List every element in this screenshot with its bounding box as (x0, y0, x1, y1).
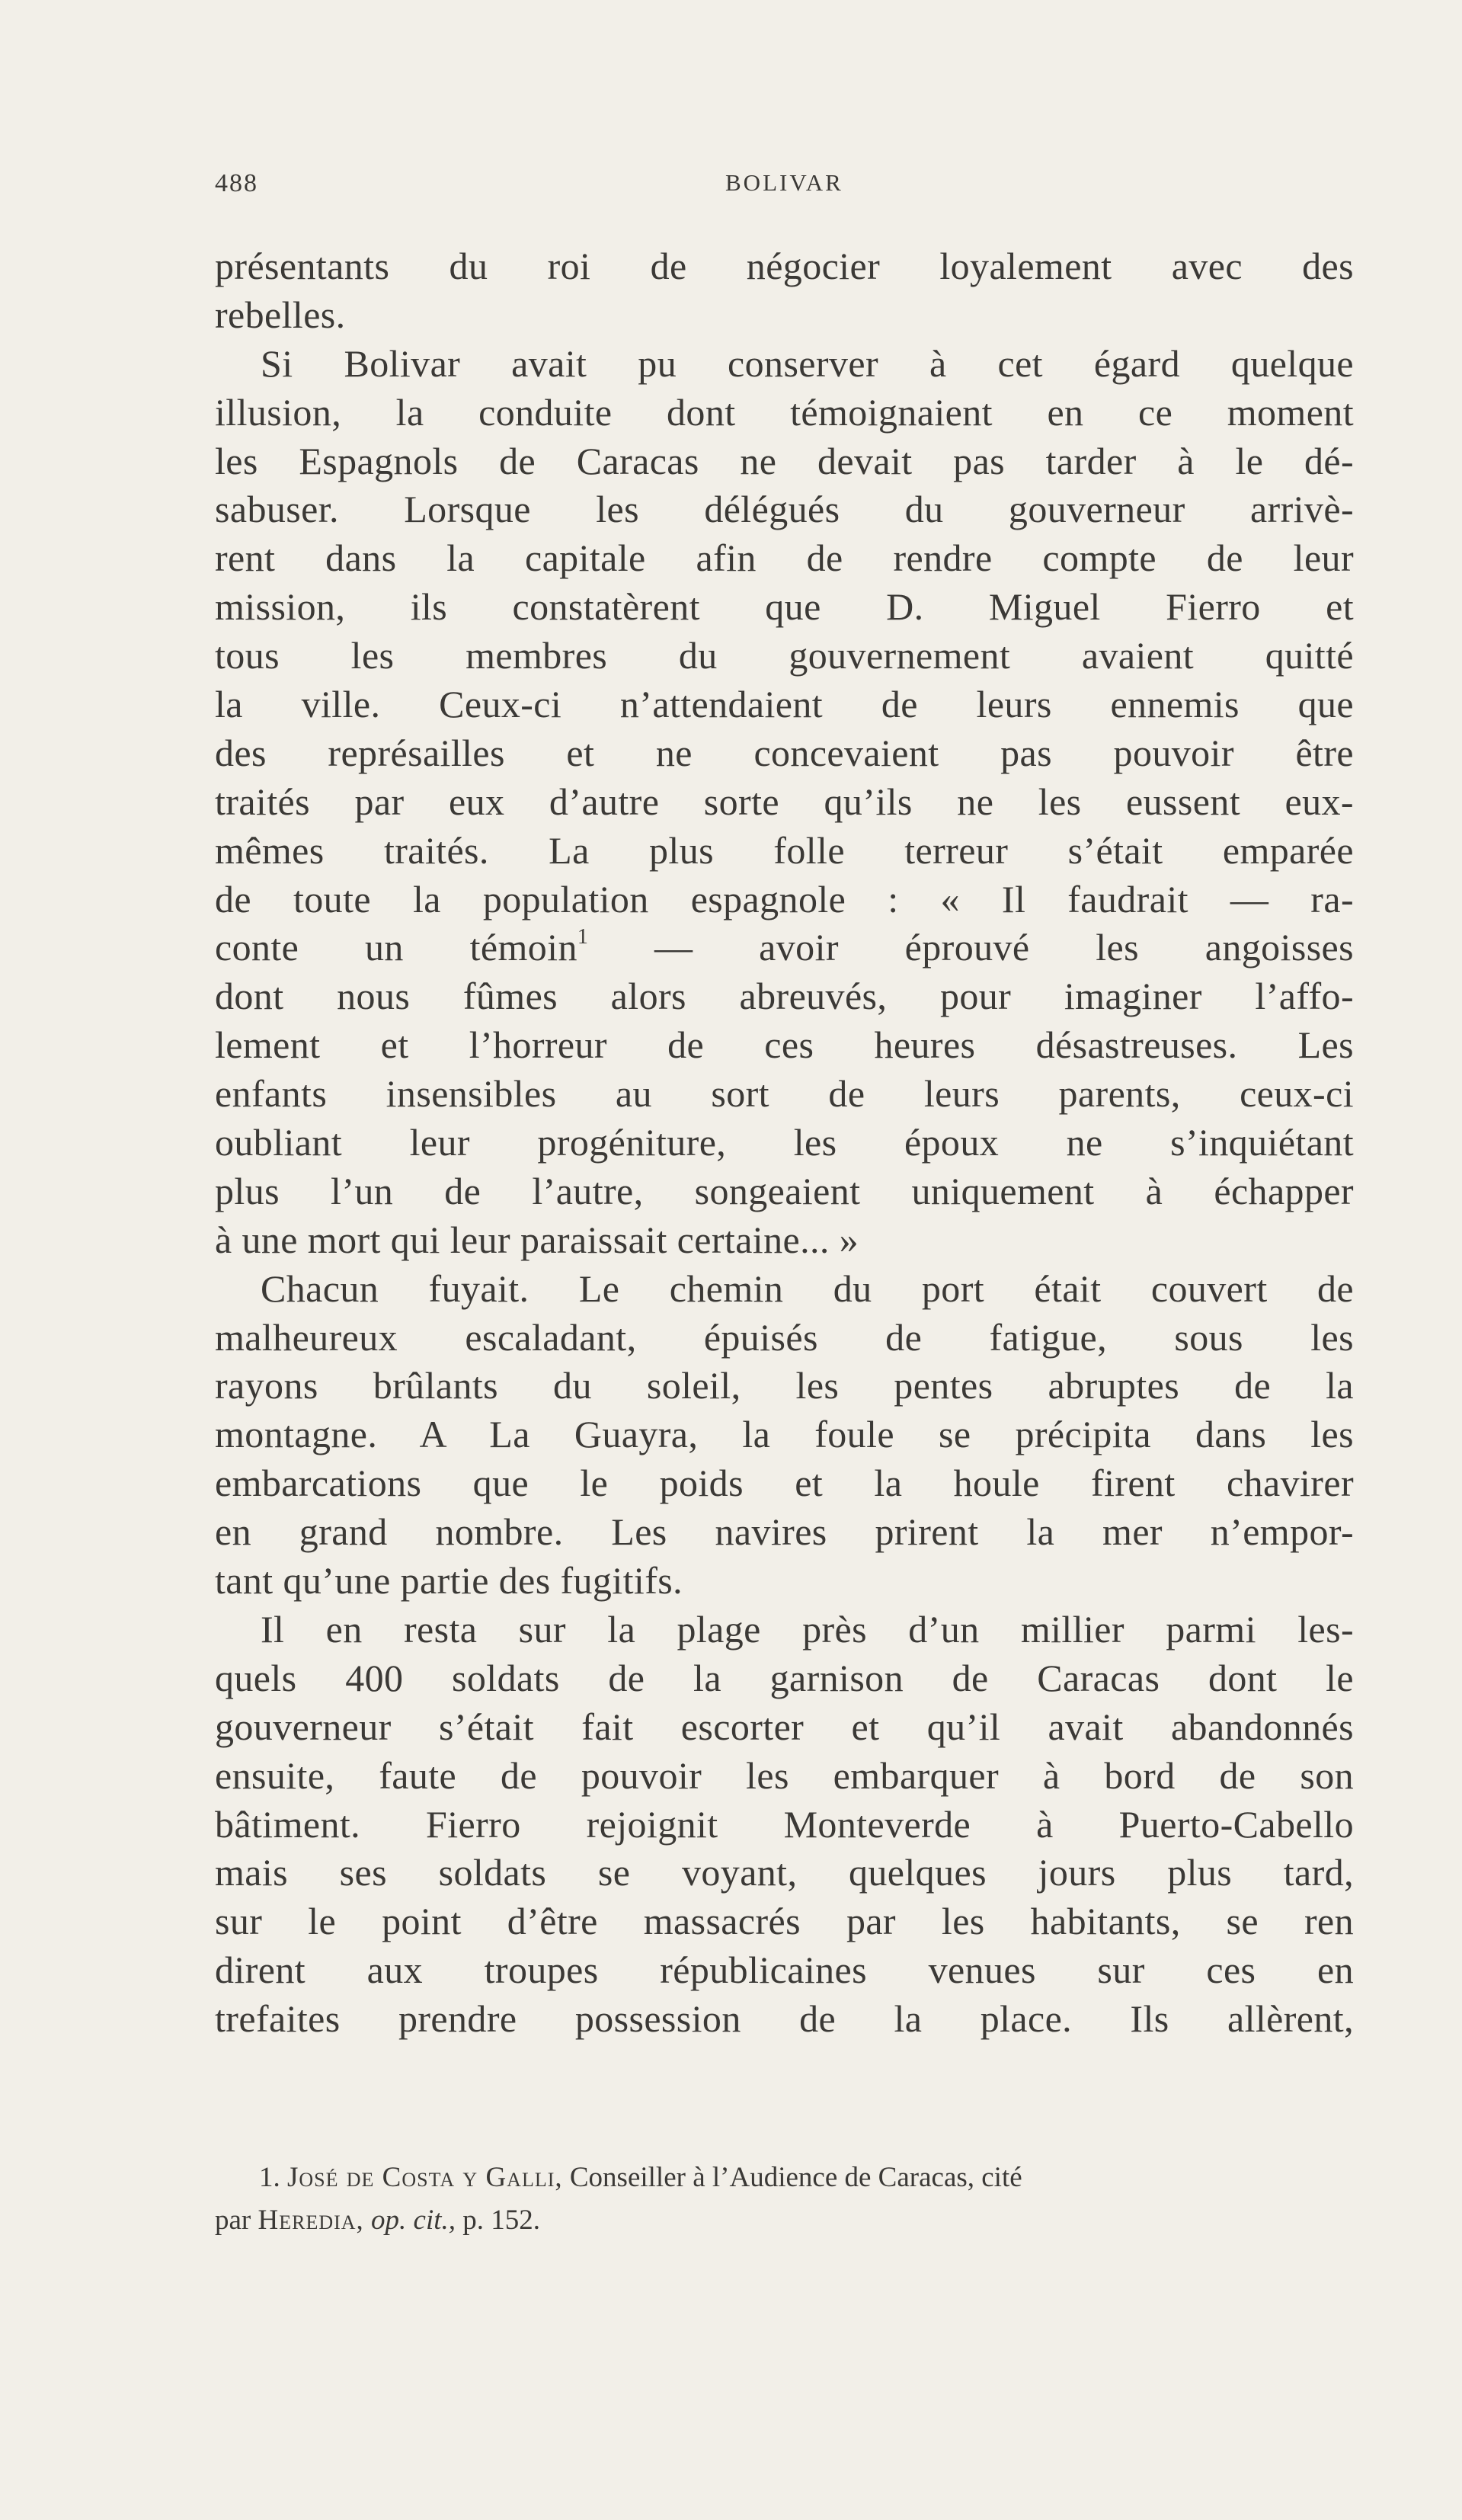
text-line: sabuser. Lorsque les délégués du gouverneur arrivè- (215, 488, 1354, 531)
text-line: des représailles et ne concevaient pas pouvoir être (215, 731, 1354, 774)
text-line: tous les membres du gouvernement avaient quitté (215, 634, 1354, 677)
text-line: lement et l’horreur de ces heures désastreuses. Les (215, 1023, 1354, 1067)
text-line: rent dans la capitale afin de rendre compte de leur (215, 536, 1354, 580)
footnote-reference[interactable]: 1 (577, 925, 589, 949)
text-line: illusion, la conduite dont témoignaient en ce moment (215, 390, 1354, 434)
text-line: bâtiment. Fierro rejoignit Monteverde à Puerto-Cabello (215, 1802, 1354, 1846)
text-line: gouverneur s’était fait escorter et qu’il avait abandonnés (215, 1705, 1354, 1748)
text-line: mais ses soldats se voyant, quelques jours plus tard, (215, 1851, 1354, 1894)
text-line: plus l’un de l’autre, songeaient uniquement à échapper (215, 1169, 1354, 1212)
text-line: la ville. Ceux-ci n’attendaient de leurs ennemis que (215, 683, 1354, 726)
text-line: les Espagnols de Caracas ne devait pas tarder à le dé- (215, 439, 1354, 482)
text-line: rayons brûlants du soleil, les pentes abruptes de la (215, 1364, 1354, 1407)
text-segment: — avoir éprouvé les angoisses (654, 926, 1355, 969)
page-header (215, 169, 1354, 207)
text-line: oubliant leur progéniture, les époux ne s’inquiétant (215, 1121, 1354, 1164)
text-line: enfants insensibles au sort de leurs parents, ceux-ci (215, 1072, 1354, 1116)
footnote (215, 2157, 1354, 2242)
text-line: de toute la population espagnole : « Il faudrait — ra- (215, 877, 1354, 921)
text-line-with-footnote (215, 924, 1354, 972)
footnote-author: José de Costa y Galli, (287, 2162, 563, 2193)
text-line: en grand nombre. Les navires prirent la mer n’empor- (215, 1510, 1354, 1554)
footnote-text: Conseiller à l’Audience de Caracas, cité (569, 2162, 1022, 2193)
footnote-line (215, 2199, 1354, 2242)
text-line: rebelles. (215, 293, 346, 336)
text-line: ensuite, faute de pouvoir les embarquer à bord de son (215, 1753, 1354, 1797)
footnote-page: p. 152. (462, 2205, 541, 2236)
running-title: BOLIVAR (725, 169, 843, 196)
paragraph-start: Si Bolivar avait pu conserver à cet égard quelque (261, 341, 1354, 385)
text-line: trefaites prendre possession de la place. Ils allèrent, (215, 1997, 1354, 2041)
text-line: dirent aux troupes républicaines venues sur ces en (215, 1948, 1354, 1992)
paragraph-start: Chacun fuyait. Le chemin du port était couvert de (261, 1266, 1354, 1310)
text-line: quels 400 soldats de la garnison de Caracas dont le (215, 1656, 1354, 1699)
paragraph-start: Il en resta sur la plage près d’un millier parmi les- (261, 1607, 1354, 1651)
text-line: sur le point d’être massacrés par les habitants, se ren (215, 1900, 1354, 1943)
page-number: 488 (215, 169, 258, 197)
text-line: à une mort qui leur paraissait certaine... » (215, 1218, 859, 1261)
text-line: embarcations que le poids et la houle firent chavirer (215, 1462, 1354, 1505)
footnote-text: par (215, 2205, 251, 2236)
text-line: mêmes traités. La plus folle terreur s’était emparée (215, 828, 1354, 872)
text-segment: conte un témoin (215, 926, 577, 969)
footnote-number: 1. (259, 2162, 280, 2193)
footnote-citation: op. cit., (371, 2205, 456, 2236)
text-line: présentants du roi de négocier loyalement avec des (215, 245, 1354, 287)
text-line: montagne. A La Guayra, la foule se précipita dans les (215, 1413, 1354, 1456)
text-line: mission, ils constatèrent que D. Miguel Fierro et (215, 585, 1354, 629)
footnote-author: Heredia, (258, 2205, 364, 2236)
body-text (215, 242, 1354, 2044)
footnote-line (215, 2157, 1354, 2199)
text-line: tant qu’une partie des fugitifs. (215, 1559, 683, 1603)
text-line: malheureux escaladant, épuisés de fatigue, sous les (215, 1315, 1354, 1359)
text-line: traités par eux d’autre sorte qu’ils ne les eussent eux- (215, 780, 1354, 823)
text-line: dont nous fûmes alors abreuvés, pour imaginer l’affo- (215, 975, 1354, 1018)
